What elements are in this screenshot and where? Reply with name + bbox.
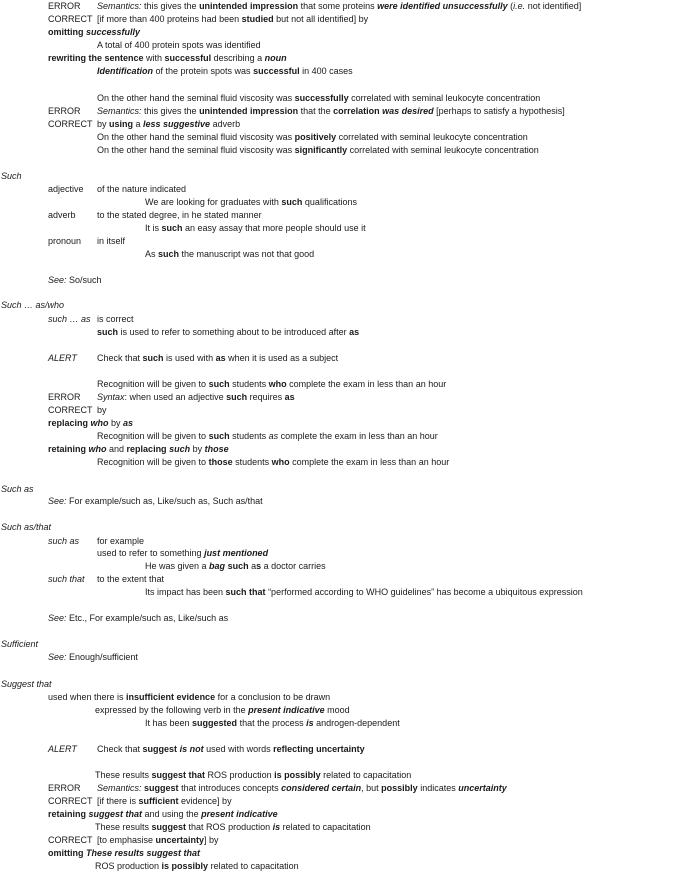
entry-line [97, 835, 219, 846]
text-run: Recognition will be given to [97, 431, 209, 441]
bold-text-run: present indicative [248, 705, 325, 715]
entry-line [97, 145, 539, 156]
text-run: students [232, 457, 272, 467]
bold-text-run: successfully [294, 93, 349, 103]
text-run: is correct [97, 314, 134, 324]
entry-line [95, 822, 371, 833]
text-run: So/such [66, 275, 102, 285]
entry-line [97, 574, 164, 585]
text-run: complete the exam in less than an hour [278, 431, 438, 441]
bold-text-run: successfully [86, 27, 141, 37]
entry-line [145, 587, 583, 598]
entry-label: adjective [48, 184, 84, 194]
text-run: with [143, 53, 165, 63]
bold-text-run: as [215, 353, 226, 363]
text-run: related to capacitation [280, 822, 371, 832]
text-run: for a conclusion to be drawn [215, 692, 331, 702]
bold-text-run: less suggestive [143, 119, 211, 129]
entry-line [97, 431, 438, 442]
bold-text-run: s [256, 561, 262, 571]
text-run: that some proteins [298, 1, 378, 11]
entry-label: CORRECT [48, 119, 93, 129]
italic-text-run: Suggest that [1, 679, 52, 689]
bold-text-run: who [90, 418, 109, 428]
text-run: adverb [210, 119, 241, 129]
text-run: Recognition will be given to [97, 379, 209, 389]
text-run: by [97, 119, 110, 129]
entry-heading [1, 484, 34, 495]
text-run: a doctor carries [261, 561, 326, 571]
entry-label: ALERT [48, 744, 77, 754]
entry-label: CORRECT [48, 14, 93, 24]
bold-text-run: reflecting uncertainty [273, 744, 365, 754]
text-run: It has been [145, 718, 193, 728]
text-run: used with words [203, 744, 274, 754]
text-run: this gives the [141, 1, 200, 11]
bold-text-run: suggest [142, 744, 178, 754]
entry-line [48, 848, 200, 859]
entry-label: pronoun [48, 236, 82, 246]
entry-label: ALERT [48, 353, 77, 363]
text-run: We are looking for graduates with [145, 197, 282, 207]
bold-text-run: such [161, 223, 183, 233]
bold-text-run: replacing [126, 444, 170, 454]
entry-line [48, 53, 287, 64]
text-run: that the [298, 106, 334, 116]
text-run: a [248, 561, 257, 571]
bold-text-run: Identification [97, 66, 153, 76]
text-run: students [229, 379, 269, 389]
text-run: expressed by the following verb in the [95, 705, 249, 715]
bold-text-run: were identified unsuccessfully [377, 1, 508, 11]
bold-text-run: such [158, 249, 180, 259]
text-run: an easy assay that more people should use it [182, 223, 366, 233]
entry-line [97, 236, 125, 247]
text-run: correlated with seminal leukocyte concentration [348, 93, 541, 103]
text-run: Its impact has been [145, 587, 226, 597]
bold-text-run: such [97, 327, 119, 337]
text-run: used when there is [48, 692, 127, 702]
text-run: Enough/sufficient [66, 652, 138, 662]
italic-text-run: Such as [1, 484, 34, 494]
bold-text-run: insufficient evidence [126, 692, 216, 702]
entry-label: ERROR [48, 106, 81, 116]
entry-heading [1, 522, 51, 533]
italic-text-run: Syntax [97, 392, 125, 402]
italic-text-run: Such as/that [1, 522, 52, 532]
entry-line [97, 93, 540, 104]
entry-line [48, 418, 133, 429]
entry-line [145, 718, 400, 729]
entry-line [97, 184, 186, 195]
text-run: ROS production [205, 770, 275, 780]
entry-line [97, 14, 368, 25]
text-run: On the other hand the seminal fluid viscosity was [97, 93, 295, 103]
entry-line [97, 66, 353, 77]
entry-line [95, 705, 350, 716]
entry-line [97, 379, 446, 390]
text-run: For example/such as, Like/such as, Such as/that [66, 496, 263, 506]
text-run: correlated with seminal leukocyte concentration [347, 145, 539, 155]
text-run: Etc., For example/such as, Like/such as [66, 613, 229, 623]
text-run: A total of 400 protein spots was identified [97, 40, 261, 50]
entry-line [97, 405, 107, 416]
italic-text-run: i.e. [513, 1, 526, 11]
entry-line [97, 210, 262, 221]
entry-label: such as [48, 536, 80, 546]
text-run: [perhaps to satisfy a hypothesis] [433, 106, 565, 116]
text-run: qualifications [302, 197, 357, 207]
entry-label: ERROR [48, 1, 81, 11]
italic-text-run: Such [1, 171, 22, 181]
entry-label: CORRECT [48, 835, 93, 845]
bold-text-run: possibly [284, 770, 321, 780]
bold-text-run: considered certain [281, 783, 362, 793]
entry-line [145, 223, 366, 234]
text-run: in itself [97, 236, 126, 246]
italic-text-run: See: [48, 652, 67, 662]
bold-text-run: as [123, 418, 134, 428]
text-run: [if more than 400 proteins had been [97, 14, 242, 24]
bold-text-run: unintended impression [199, 106, 299, 116]
bold-text-run: These results suggest that [86, 848, 201, 858]
bold-text-run: successful [164, 53, 212, 63]
entry-line [48, 652, 138, 663]
bold-text-run: is possibly [161, 861, 209, 871]
bold-text-run: positively [294, 132, 337, 142]
text-run: , but [361, 783, 382, 793]
bold-text-run: using [109, 119, 134, 129]
entry-line [97, 119, 240, 130]
bold-text-run: such that [225, 587, 266, 597]
bold-text-run: is not [179, 744, 204, 754]
bold-text-run: just mentioned [204, 548, 269, 558]
entry-heading [1, 171, 22, 182]
bold-text-run: who [271, 457, 290, 467]
text-run: but not all identified] by [273, 14, 369, 24]
text-run: related to capacitation [208, 861, 299, 871]
bold-text-run: is [272, 822, 281, 832]
bold-text-run: such [226, 392, 248, 402]
text-run: the manuscript was not that good [179, 249, 315, 259]
entry-line [97, 106, 565, 117]
entry-line [97, 353, 338, 364]
text-run: by [97, 405, 107, 415]
text-run: of the protein spots was [153, 66, 254, 76]
text-run: describing a [211, 53, 265, 63]
entry-line [97, 314, 134, 325]
entry-line [48, 692, 330, 703]
italic-text-run: Semantics: [97, 106, 142, 116]
entry-heading [1, 639, 38, 650]
entry-line [145, 561, 326, 572]
entry-label: ERROR [48, 392, 81, 402]
entry-line [97, 392, 295, 403]
italic-text-run: Semantics: [97, 783, 142, 793]
text-run: students [229, 431, 269, 441]
entry-line [97, 536, 144, 547]
bold-text-run: was desired [382, 106, 434, 116]
bold-text-run: omitting [48, 27, 86, 37]
entry-line [48, 27, 140, 38]
bold-text-run: who [88, 444, 107, 454]
entry-line [97, 1, 581, 12]
text-run: ] by [204, 835, 219, 845]
entry-line [97, 744, 365, 755]
text-run: that ROS production [186, 822, 273, 832]
text-run: that the process [237, 718, 307, 728]
bold-text-run: those [208, 457, 233, 467]
bold-text-run: successful [253, 66, 300, 76]
bold-text-run: unintended impression [199, 1, 299, 11]
bold-text-run: suggest [151, 822, 187, 832]
text-run: “performed according to WHO guidelines” has become a ubiquitous expression [265, 587, 583, 597]
bold-text-run: correlation [333, 106, 380, 116]
bold-text-run: noun [264, 53, 287, 63]
bold-text-run: as [284, 392, 295, 402]
text-run: These results [95, 770, 152, 780]
entry-label: such … as [48, 314, 91, 324]
italic-text-run: See: [48, 496, 67, 506]
bold-text-run: suggested [192, 718, 238, 728]
bold-text-run: such [208, 431, 230, 441]
bold-text-run: suggest [144, 783, 179, 793]
entry-line [48, 496, 263, 507]
text-run: used to refer to something [97, 548, 205, 558]
text-run: Recognition will be given to [97, 457, 209, 467]
entry-line [97, 132, 528, 143]
bold-text-run: omitting [48, 848, 86, 858]
text-run: by [108, 418, 124, 428]
entry-label: ERROR [48, 783, 81, 793]
bold-text-run: those [204, 444, 229, 454]
bold-text-run: is [306, 718, 314, 728]
bold-text-run: such [142, 353, 164, 363]
italic-text-run: Such … as/who [1, 300, 65, 310]
italic-text-run: Semantics: [97, 1, 142, 11]
bold-text-run: significantly [294, 145, 348, 155]
text-run: As [145, 249, 159, 259]
entry-line [95, 770, 411, 781]
text-run: is used to refer to something about to be introduced after [118, 327, 350, 337]
entry-label: adverb [48, 210, 76, 220]
text-run: to the stated degree, in he stated manner [97, 210, 262, 220]
text-run: not identified] [525, 1, 582, 11]
text-run: androgen-dependent [313, 718, 400, 728]
entry-heading [1, 679, 52, 690]
entry-line [97, 548, 268, 559]
entry-line [97, 796, 232, 807]
text-run: to the extent that [97, 574, 165, 584]
entry-line [48, 809, 278, 820]
text-run: evidence] by [178, 796, 232, 806]
text-run: is used with [163, 353, 216, 363]
bold-text-run: suggest that [88, 809, 143, 819]
entry-line [145, 249, 314, 260]
text-run: [if there is [97, 796, 139, 806]
bold-text-run: suggest that [151, 770, 206, 780]
text-run: It is [145, 223, 162, 233]
text-run: and using the [142, 809, 202, 819]
bold-text-run: retaining [48, 809, 89, 819]
entry-line [145, 197, 357, 208]
bold-text-run: replacing [48, 418, 91, 428]
bold-text-run: who [268, 379, 287, 389]
text-run: a [133, 119, 144, 129]
entry-line [97, 783, 507, 794]
text-run: ROS production [95, 861, 162, 871]
bold-text-run: such [208, 379, 230, 389]
bold-text-run: such [227, 561, 249, 571]
bold-text-run: present indicative [201, 809, 278, 819]
bold-text-run: is [274, 770, 282, 780]
text-run: of the nature indicated [97, 184, 187, 194]
text-run: : when used an adjective [124, 392, 227, 402]
entry-line [97, 40, 261, 51]
text-run: [to emphasise [97, 835, 156, 845]
text-run: this gives the [141, 106, 200, 116]
text-run: in 400 cases [299, 66, 353, 76]
entry-line [48, 444, 229, 455]
bold-text-run: such [169, 444, 191, 454]
text-run: These results [95, 822, 152, 832]
entry-line [48, 613, 228, 624]
bold-text-run: as [349, 327, 360, 337]
text-run: complete the exam in less than an hour [289, 457, 450, 467]
italic-text-run: See: [48, 275, 67, 285]
text-run: ( [507, 1, 514, 11]
bold-text-run: bag [209, 561, 226, 571]
text-run: He was given a [145, 561, 210, 571]
entry-label: such that [48, 574, 85, 584]
text-run: On the other hand the seminal fluid viscosity was [97, 132, 295, 142]
bold-text-run: possibly [381, 783, 418, 793]
text-run: indicates [417, 783, 459, 793]
entry-line [97, 327, 359, 338]
text-run: Check that [97, 353, 143, 363]
text-run: related to capacitation [320, 770, 412, 780]
text-run: requires [247, 392, 285, 402]
entry-line [48, 275, 102, 286]
text-run: correlated with seminal leukocyte concentration [336, 132, 528, 142]
text-run: complete the exam in less than an hour [286, 379, 447, 389]
text-run: when it is used as a subject [225, 353, 339, 363]
italic-text-run: See: [48, 613, 67, 623]
italic-text-run: as [268, 431, 279, 441]
bold-text-run: studied [241, 14, 274, 24]
bold-text-run: uncertainty [155, 835, 205, 845]
entry-line [97, 457, 449, 468]
entry-heading [1, 300, 64, 311]
bold-text-run: sufficient [138, 796, 179, 806]
bold-text-run: uncertainty [458, 783, 507, 793]
text-run: by [190, 444, 205, 454]
bold-text-run: rewriting the sentence [48, 53, 144, 63]
entry-line [95, 861, 299, 872]
text-run: Check that [97, 744, 143, 754]
bold-text-run: such [281, 197, 303, 207]
entry-label: CORRECT [48, 405, 93, 415]
text-run: that introduces concepts [178, 783, 282, 793]
text-run: mood [324, 705, 350, 715]
entry-label: CORRECT [48, 796, 93, 806]
bold-text-run: retaining [48, 444, 89, 454]
text-run: On the other hand the seminal fluid viscosity was [97, 145, 295, 155]
text-run: and [106, 444, 127, 454]
text-run: for example [97, 536, 145, 546]
italic-text-run: Sufficient [1, 639, 39, 649]
